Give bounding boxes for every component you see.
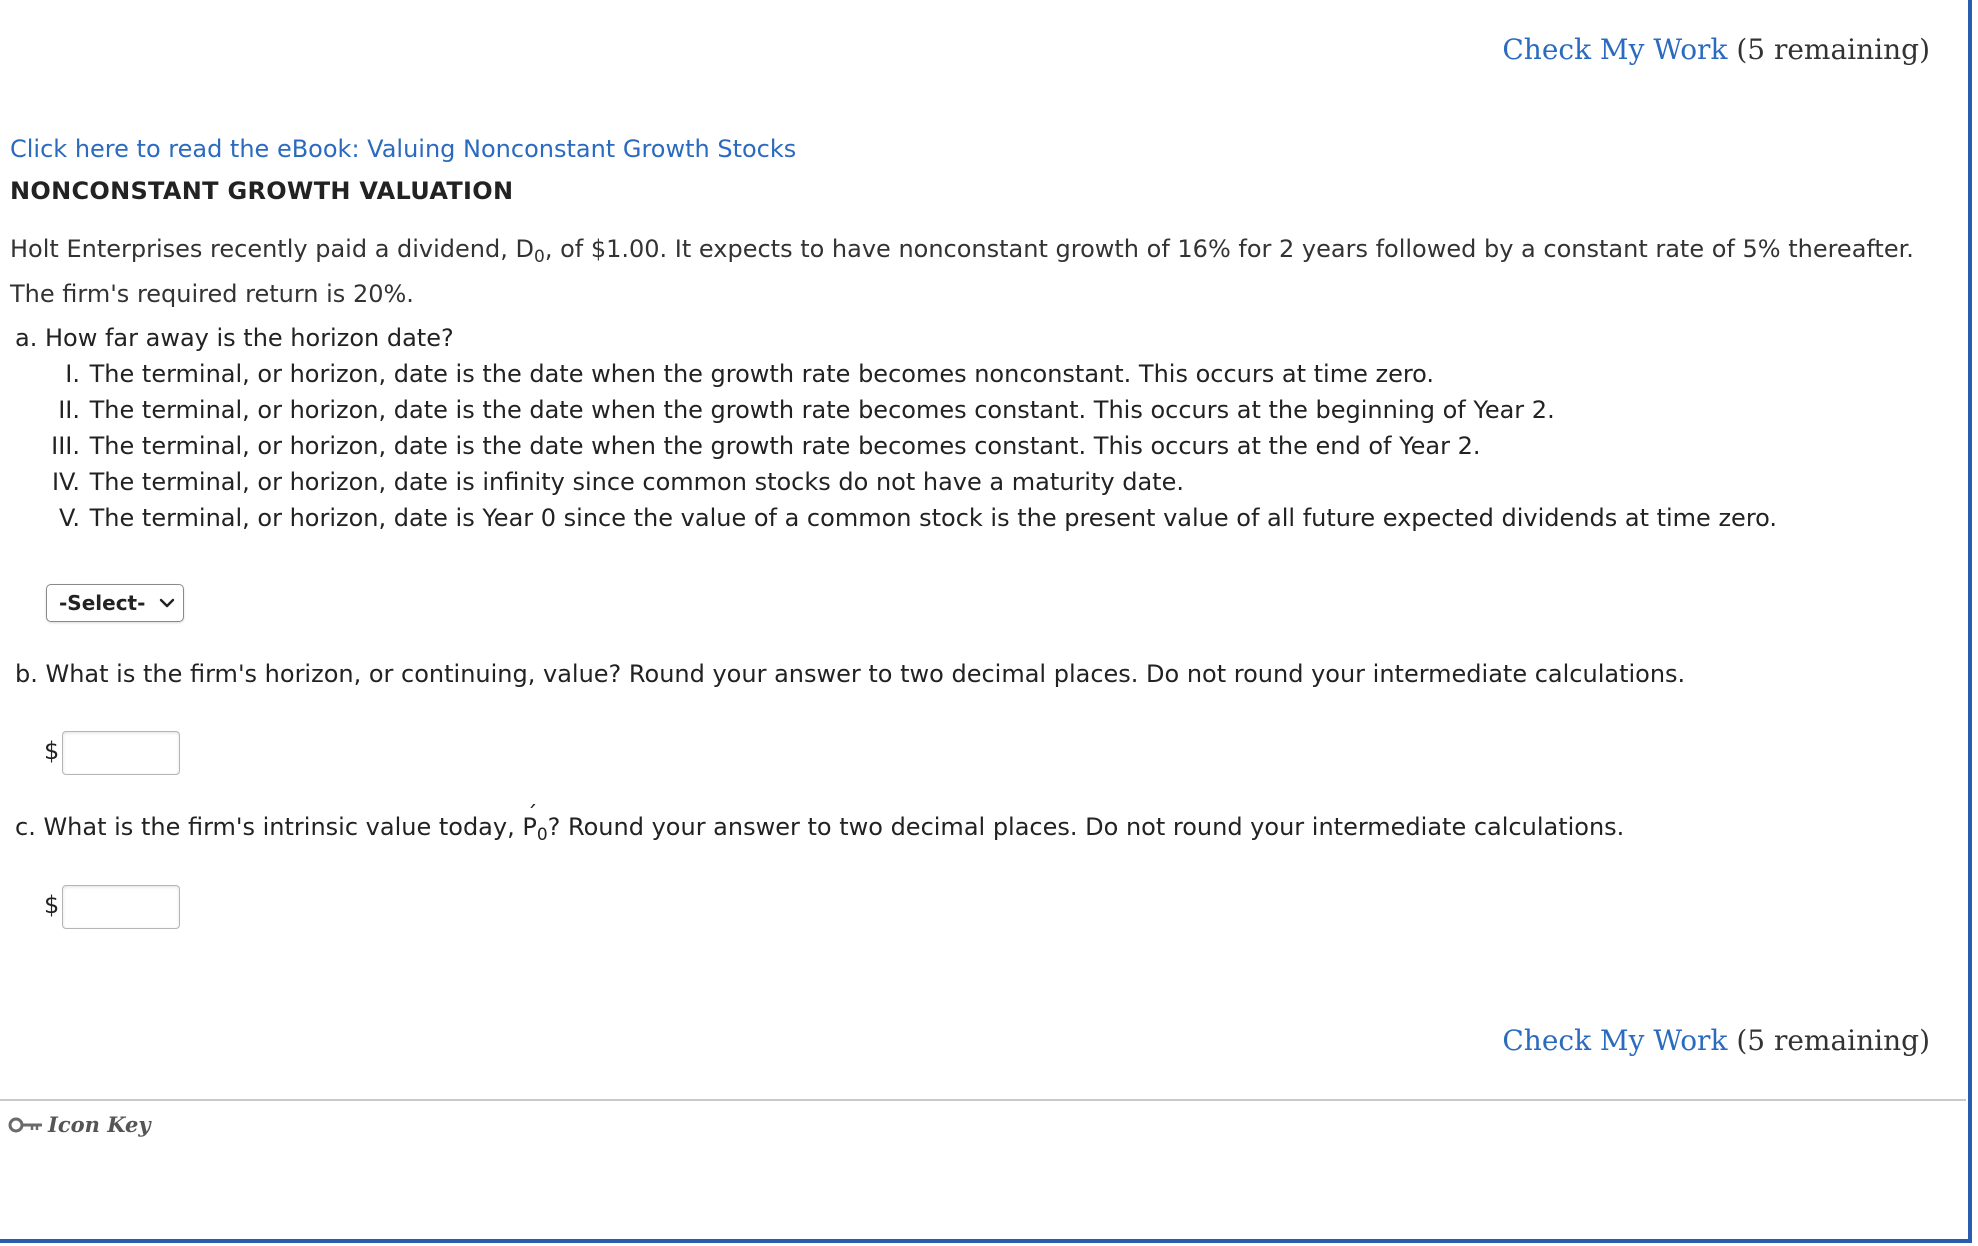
question-c-text-2: ? Round your answer to two decimal places. Do not round your intermediate calculations.: [547, 813, 1625, 841]
intro-subscript: 0: [533, 247, 545, 267]
question-b-prompt: b. What is the firm's horizon, or continuing, value? Round your answer to two decimal places. Do not round your intermediate calculations.: [15, 660, 1686, 688]
check-my-work-link-bottom[interactable]: Check My Work: [1502, 1024, 1728, 1057]
option-number: III.: [51, 432, 80, 460]
icon-key-label: Icon Key: [48, 1112, 151, 1137]
option-number: I.: [65, 360, 80, 388]
question-a-options: [30, 356, 1777, 536]
option-text: The terminal, or horizon, date is infinity since common stocks do not have a maturity date.: [89, 468, 1184, 496]
option-number: IV.: [51, 468, 80, 496]
option-number: II.: [58, 396, 80, 424]
currency-symbol: $: [44, 891, 60, 919]
option-item: [30, 464, 1777, 500]
check-my-work-link-top[interactable]: Check My Work: [1502, 33, 1728, 66]
question-c-prompt: [15, 813, 1625, 845]
option-number: V.: [59, 504, 80, 532]
currency-symbol: $: [44, 737, 60, 765]
intro-text-1: Holt Enterprises recently paid a dividend, D: [10, 235, 534, 263]
select-value: -Select-: [59, 591, 146, 615]
question-c-subscript: 0: [536, 825, 548, 845]
problem-statement: [10, 228, 1960, 315]
icon-key-link[interactable]: [8, 1112, 151, 1137]
intro-text-2: , of $1.00. It expects to have nonconstant growth of 16% for 2 years followed by a constant rate of 5% thereafter. The firm's required return is 20%.: [10, 235, 1914, 308]
p-hat-variable: ˊ P: [522, 813, 536, 841]
option-text: The terminal, or horizon, date is the date when the growth rate becomes nonconstant. This occurs at time zero.: [89, 360, 1435, 388]
option-item: [30, 428, 1777, 464]
option-text: The terminal, or horizon, date is the date when the growth rate becomes constant. This occurs at the beginning of Year 2.: [89, 396, 1555, 424]
ebook-link[interactable]: Click here to read the eBook: Valuing Nonconstant Growth Stocks: [10, 135, 797, 163]
horizon-date-select[interactable]: [46, 584, 184, 622]
footer-divider: [0, 1099, 1966, 1101]
horizon-value-input[interactable]: [62, 731, 180, 775]
section-title: NONCONSTANT GROWTH VALUATION: [10, 177, 514, 205]
question-a-prompt: a. How far away is the horizon date?: [15, 324, 454, 352]
option-item: [30, 392, 1777, 428]
question-c-text-1: c. What is the firm's intrinsic value today,: [15, 813, 523, 841]
chevron-down-icon: [159, 595, 175, 611]
option-item: [30, 500, 1777, 536]
check-my-work-bottom: [1502, 1024, 1930, 1057]
option-text: The terminal, or horizon, date is Year 0 since the value of a common stock is the present value of all future expected dividends at time zero.: [89, 504, 1778, 532]
check-my-work-top: [1502, 33, 1930, 66]
key-icon: [8, 1115, 44, 1135]
remaining-count-bottom: (5 remaining): [1736, 1024, 1930, 1057]
intrinsic-value-input[interactable]: [62, 885, 180, 929]
option-text: The terminal, or horizon, date is the date when the growth rate becomes constant. This occurs at the end of Year 2.: [89, 432, 1481, 460]
remaining-count-top: (5 remaining): [1736, 33, 1930, 66]
option-item: [30, 356, 1777, 392]
